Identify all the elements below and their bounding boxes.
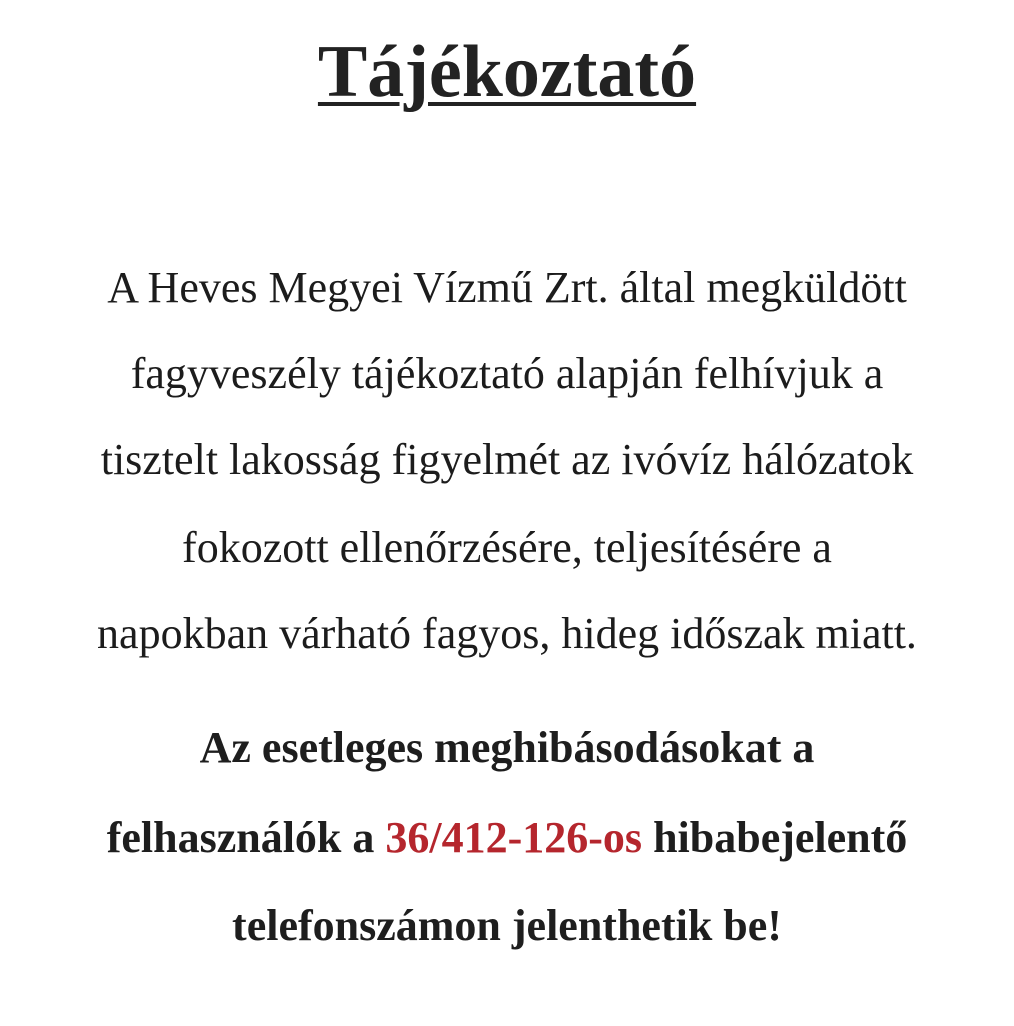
body-line-5: napokban várható fagyos, hideg időszak miatt. xyxy=(97,609,917,658)
body-line-1: A Heves Megyei Vízmű Zrt. által megküldött xyxy=(107,263,907,312)
page-title-text: Tájékoztató xyxy=(317,31,697,113)
notice-line-2 xyxy=(0,808,1014,868)
body-line-3: tisztelt lakosság figyelmét az ivóvíz hálózatok xyxy=(100,435,914,484)
notice-line-2-end: hibabejelentő xyxy=(642,813,908,862)
phone-number: 36/412-126-os xyxy=(385,813,643,862)
notice-line-3: telefonszámon jelenthetik be! xyxy=(232,901,782,950)
notice-line-2-start: felhasználók a xyxy=(106,813,386,862)
page-title xyxy=(0,22,1014,122)
body-line-2: fagyveszély tájékoztató alapján felhívjuk a xyxy=(130,349,884,398)
notice-line-1: Az esetleges meghibásodásokat a xyxy=(199,723,815,772)
body-line-4: fokozott ellenőrzésére, teljesítésére a xyxy=(182,523,832,572)
